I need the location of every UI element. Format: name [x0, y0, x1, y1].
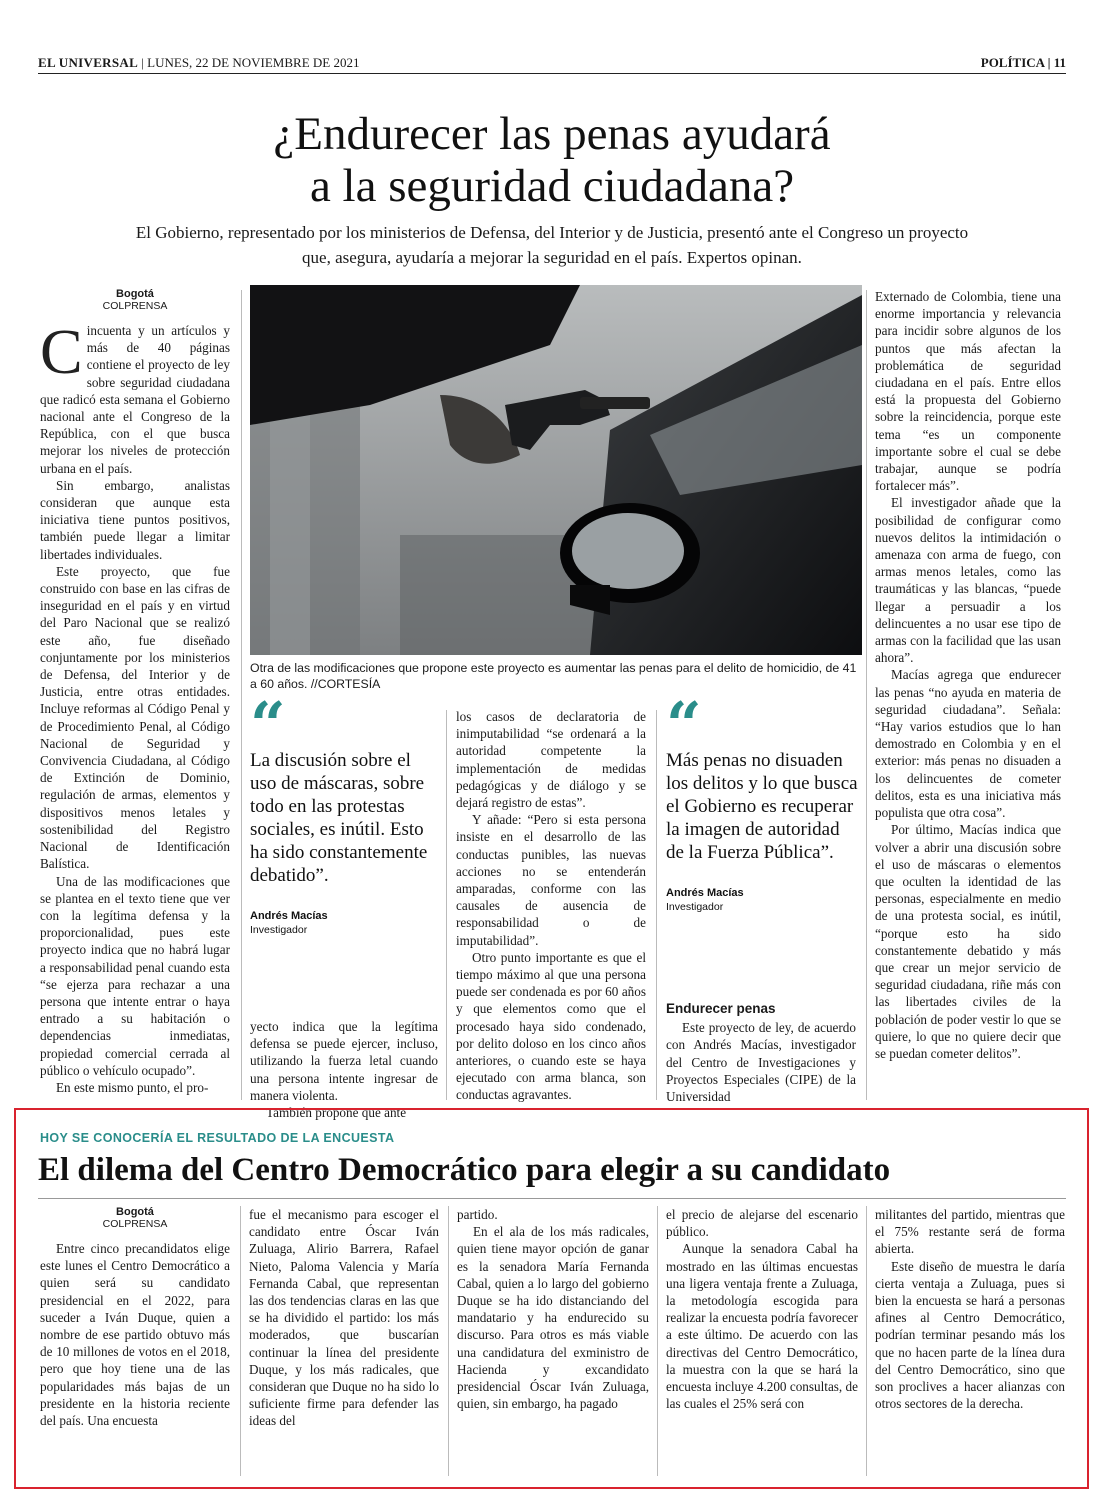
paragraph: Entre cinco precandidatos elige este lunes el Centro Democrático a quien será su candidato presidencial en el 2022, para suceder a Iván Duque, quien a nombre de ese partido obtuvo más de 10 millones de votos en el 2018, pero que hoy tiene una de las popularidades más bajas de un presidente en la historia reciente del país. Una encuesta [40, 1241, 230, 1429]
paragraph: En el ala de los más radicales, quien tiene mayor opción de ganar es la senadora María Fernanda Cabal, quien a lo largo del gobierno Duque se ha ido distanciando del mandatario y ha endurecido su discurso. Para otros es más viable una candidatura del exministro de Hacienda y excandidato presidencial Óscar Iván Zuluaga, quien, sin embargo, ha pagado [457, 1224, 649, 1412]
paragraph: En este mismo punto, el pro- [56, 1079, 209, 1095]
column-divider [866, 290, 867, 1100]
running-head-left: EL UNIVERSAL | LUNES, 22 DE NOVIEMBRE DE 2021 [38, 55, 360, 70]
caption-text: Otra de las modificaciones que propone este proyecto es aumentar las penas para el delito de homicidio, de 41 a 60 años. [250, 661, 857, 691]
paragraph: los casos de declaratoria de inimputabilidad “se ordenará a la autoridad competente la implementación de medidas pedagógicas y de diálogo y se dejará registro de estas”. [456, 709, 646, 811]
paragraph: Macías agrega que endurecer las penas “no ayuda en materia de seguridad ciudadana”. Señala: “Hay varios estudios que lo han demostrado en Colombia y en el exterior: más penas no disuaden a los delincuentes de cometer delitos, esta es una iniciativa más populista que otra cosa”. [875, 667, 1061, 821]
second-col-2 [249, 1206, 439, 1430]
photo-gun-car [250, 285, 862, 655]
page-number: 11 [1053, 55, 1066, 70]
publication-date: LUNES, 22 DE NOVIEMBRE DE 2021 [147, 55, 360, 70]
main-col-5 [875, 288, 1061, 1062]
second-col-1 [40, 1206, 230, 1429]
headline-line-1: ¿Endurecer las penas ayudará [273, 108, 831, 160]
column-divider [448, 1206, 449, 1476]
quote-author-name: Andrés Macías [666, 887, 744, 899]
dateline-agency: COLPRENSA [102, 1218, 168, 1230]
quote-author [666, 886, 861, 914]
paragraph: También propone que ante [266, 1105, 407, 1121]
pull-quote-2 [666, 688, 861, 914]
column-divider [657, 1206, 658, 1476]
deck: El Gobierno, representado por los ministerios de Defensa, del Interior y de Justicia, presentó ante el Congreso un proyecto que, asegura, ayudaría a mejorar la seguridad en el país. Expertos opinan. [135, 223, 969, 267]
column-divider [656, 710, 657, 1100]
second-rule [38, 1198, 1066, 1199]
quote-mark-icon: “ [666, 688, 702, 761]
column-divider [241, 290, 242, 1100]
dateline-city: Bogotá [116, 1206, 154, 1218]
main-col-1 [40, 288, 230, 1096]
quote-mark-icon: “ [250, 688, 286, 761]
pull-quote-1 [250, 688, 435, 937]
publication-name: EL UNIVERSAL [38, 55, 139, 70]
main-headline [0, 108, 1104, 212]
photo-caption [250, 660, 862, 692]
paragraph: Y añade: “Pero si esta persona insiste en el desarrollo de las conductas punibles, las nuevas acciones no se entenderán amparadas, conforme con las causales de ausencia de responsabilidad o de imputabilidad”. [456, 812, 646, 948]
paragraph: Sin embargo, analistas consideran que aunque esta iniciativa tiene puntos positivos, también puede llegar a limitar libertades individuales. [40, 477, 230, 562]
quote-author-role: Investigador [250, 924, 308, 936]
paragraph: militantes del partido, mientras que el 75% restante será de forma abierta. [875, 1207, 1065, 1257]
main-col-4-bottom [666, 1000, 856, 1105]
quote-author-role: Investigador [666, 901, 724, 913]
subhead: Endurecer penas [666, 1001, 776, 1016]
paragraph: Por último, Macías indica que volver a abrir una discusión sobre el uso de máscaras o elementos que oculten la identidad de las personas, especialmente en medio de una protesta social, es inútil, “porque esto ha sido constantemente debatido y más que crear un mejor servicio de seguridad ciudadana, riñe más con las libertades civiles de la población de poder vestir lo que se quiere, lo que no quiere decir que se puedan cometer delitos”. [875, 822, 1061, 1061]
quote-text: La discusión sobre el uso de máscaras, sobre todo en las protestas sociales, es inútil. Esto ha sido constantemente debatido”. [250, 750, 428, 886]
paragraph: Aunque la senadora Cabal ha mostrado en las últimas encuestas una ligera ventaja frente a Zuluaga, la metodología escogida para realizar la encuesta podría favorecer a este último. De acuerdo con las directivas del Centro Democrático, la muestra con la que se hará la encuesta incluye 4.200 consultas, de las cuales el 25% será con [666, 1241, 858, 1412]
dateline-city: Bogotá [116, 288, 154, 300]
paragraph: Una de las modificaciones que se plantea en el texto tiene que ver con la legítima defensa y la proporcionalidad, pues este proyecto indica que no habrá lugar a responsabilidad penal cuando esta “se ejerza para rechazar a una persona que intente entrar o haya entrado a su habitación o dependencias inmediatas, propiedad comercial cerrada al público o vehículo ocupado”. [40, 873, 230, 1078]
paragraph: Cincuenta y un artículos y más de 40 páginas contiene el proyecto de ley sobre seguridad ciudadana que radicó esta semana el Gobierno nacional ante el Congreso de la República, con el que busca mejorar los niveles de protección urbana en el país. [40, 316, 230, 476]
main-col-2-bottom [250, 1018, 438, 1121]
section-name: POLÍTICA [980, 55, 1045, 70]
photo [250, 285, 862, 655]
second-col-3 [457, 1206, 649, 1412]
column-divider [446, 710, 447, 1100]
second-col-5 [875, 1206, 1065, 1412]
paragraph: El investigador añade que la posibilidad de configurar como nuevos delitos la intimidación o amenaza con arma de fuego, con armas menos letales, como las traumáticas y las blancas, “puede llegar a persuadir a los delincuentes a no usar ese tipo de armas con la facilidad que las usan ahora”. [875, 495, 1061, 666]
second-headline: El dilema del Centro Democrático para elegir a su candidato [38, 1152, 891, 1188]
paragraph: yecto indica que la legítima defensa se puede ejercer, incluso, utilizando la fuerza letal cuando una persona intente ingresar de manera violenta. [250, 1019, 438, 1103]
dateline [40, 1206, 230, 1230]
quote-author [250, 909, 435, 937]
photo-credit: //CORTESÍA [310, 677, 381, 691]
paragraph: el precio de alejarse del escenario público. [666, 1207, 858, 1240]
quote-text: Más penas no disuaden los delitos y lo que busca el Gobierno es recuperar la imagen de autoridad de la Fuerza Pública”. [666, 750, 858, 863]
dateline [40, 288, 230, 312]
second-kicker: HOY SE CONOCERÍA EL RESULTADO DE LA ENCUESTA [40, 1131, 395, 1145]
paragraph: Este proyecto, que fue construido con base en las cifras de inseguridad en el país y en virtud del Paro Nacional que se realizó este año, fue diseñado conjuntamente por los ministerios de Defensa, del Interior y de Justicia, entre otras entidades. Incluye reformas al Código Penal y de Procedimiento Penal, al Código Nacional de Seguridad y Convivencia Ciudadana, al Código de Extinción de Dominio, regulación de armas, elementos y dispositivos menos letales y sostenibilidad del Registro Nacional de Identificación Balística. [40, 563, 230, 872]
paragraph: fue el mecanismo para escoger el candidato entre Óscar Iván Zuluaga, Alirio Barrera, Rafael Nieto, Paloma Valencia y María Fernanda Cabal, que representan las dos tendencias claras en las que se ha dividido el partido: los más moderados, que buscarían continuar la línea del presidente Duque, y los más radicales, que consideran que Duque no ha sido lo suficiente firme para defender las ideas del [249, 1207, 439, 1429]
column-divider [240, 1206, 241, 1476]
second-col-4 [666, 1206, 858, 1412]
running-head [38, 52, 1066, 74]
paragraph: partido. [457, 1207, 498, 1222]
dateline-agency: COLPRENSA [102, 300, 168, 312]
paragraph: Externado de Colombia, tiene una enorme importancia y relevancia para incidir sobre algunos de los puntos que más afectan la problemática de seguridad ciudadana en el país. Entre ellos está la propuesta del Gobierno sobre la reincidencia, porque este tema “es un componente importante sobre el cual se debe trabajar, aunque se podría fortalecer más”. [875, 289, 1061, 494]
main-col-3 [456, 708, 646, 1104]
running-head-right: POLÍTICA | 11 [980, 55, 1066, 70]
paragraph: Otro punto importante es que el tiempo máximo al que una persona puede ser condenada es por 60 años y que elementos como que el procesado haya sido condenado, por delito doloso en los cinco años anteriores, o cuando este se haya ejecutado con arma blanca, son conductas agravantes. [456, 949, 646, 1103]
headline-line-2: a la seguridad ciudadana? [309, 160, 795, 212]
paragraph: Este diseño de muestra le daría cierta ventaja a Zuluaga, pues si bien la encuesta se hará a personas afines al Centro Democrático, podrían terminar pesando más los que no hacen parte de la línea dura del Centro Democrático, sino que son proclives a hacer alianzas con otros sectores de la derecha. [875, 1258, 1065, 1412]
paragraph: Este proyecto de ley, de acuerdo con Andrés Macías, investigador del Centro de Investigaciones y Proyectos Especiales (CIPE) de la Universidad [666, 1020, 856, 1105]
quote-author-name: Andrés Macías [250, 910, 328, 922]
column-divider [866, 1206, 867, 1476]
